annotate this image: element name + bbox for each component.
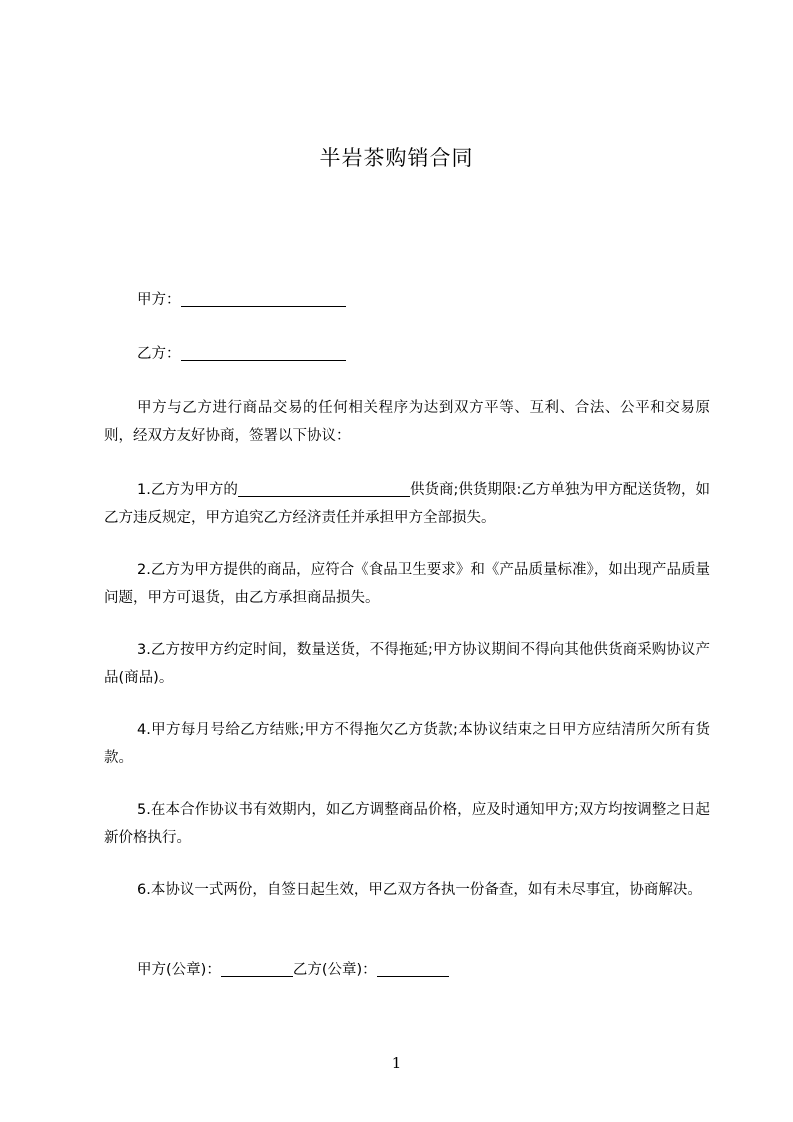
clause-4: 4.甲方每月号给乙方结账;甲方不得拖欠乙方货款;本协议结束之日甲方应结清所欠所有货款。 xyxy=(104,722,710,766)
signature-line xyxy=(104,956,749,984)
sign-b-blank[interactable] xyxy=(377,958,449,977)
supplier-type-blank[interactable] xyxy=(238,478,410,497)
clause-1-suffix: 供货商;供货期限:乙方单独为甲方配送货物，如乙方违反规定，甲方追究乙方经济责任并承担甲方全部损失。 xyxy=(104,482,710,526)
party-a-line xyxy=(104,286,749,314)
party-b-blank[interactable] xyxy=(181,342,346,361)
page-number: 1 xyxy=(391,1054,402,1072)
sign-a-label: 甲方(公章)： xyxy=(137,962,221,978)
intro-paragraph: 甲方与乙方进行商品交易的任何相关程序为达到双方平等、互利、合法、公平和交易原则，经双方友好协商，签署以下协议： xyxy=(104,400,710,444)
document-title: 半岩茶购销合同 xyxy=(319,146,474,170)
party-a-label: 甲方： xyxy=(137,292,181,308)
clause-2: 2.乙方为甲方提供的商品，应符合《食品卫生要求》和《产品质量标准》，如出现产品质量问题，甲方可退货，由乙方承担商品损失。 xyxy=(104,562,710,606)
clause-1-prefix: 1.乙方为甲方的 xyxy=(137,482,238,498)
sign-b-label: 乙方(公章)： xyxy=(292,962,377,978)
party-b-label: 乙方： xyxy=(137,346,181,362)
clause-5: 5.在本合作协议书有效期内，如乙方调整商品价格，应及时通知甲方;双方均按调整之日起新价格执行。 xyxy=(104,802,710,846)
clause-6: 6.本协议一式两份，自签日起生效，甲乙双方各执一份备查，如有未尽事宜，协商解决。 xyxy=(137,882,702,898)
party-b-line xyxy=(104,340,749,368)
clause-1 xyxy=(104,476,710,532)
party-a-blank[interactable] xyxy=(181,288,346,307)
sign-a-blank[interactable] xyxy=(221,958,293,977)
clause-3: 3.乙方按甲方约定时间，数量送货，不得拖延;甲方协议期间不得向其他供货商采购协议产品(商品)。 xyxy=(104,642,710,686)
